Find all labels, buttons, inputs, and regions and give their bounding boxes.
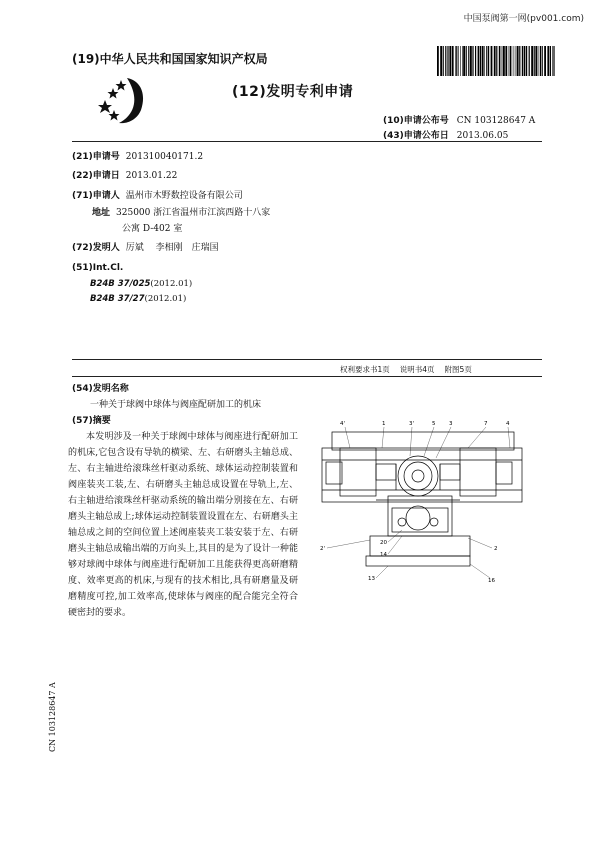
filing-date-row — [72, 168, 177, 181]
application-number: 201310040171.2 — [125, 152, 204, 162]
applicant-label: (71)申请人 — [72, 191, 120, 201]
part-label: 3' — [409, 421, 415, 427]
application-number-row — [72, 149, 203, 162]
publication-number-row — [383, 113, 535, 126]
drawings-pages: 附图5页 — [444, 365, 472, 374]
int-cl-label — [72, 263, 123, 273]
part-label: 1 — [382, 421, 386, 427]
applicant-row — [72, 188, 243, 201]
ipc-year: (2012.01) — [144, 294, 187, 304]
part-label: 16 — [488, 578, 495, 584]
side-publication-number: CN 103128647 A — [48, 682, 57, 752]
part-label: 2' — [320, 546, 326, 552]
filing-date: 2013.01.22 — [125, 171, 178, 181]
abstract-label: (57)摘要 — [72, 416, 111, 426]
publication-date-label: (43)申请公布日 — [383, 131, 449, 141]
inventors-row — [72, 240, 219, 253]
address-line1: 325000 浙江省温州市江滨西路十八家 — [116, 208, 271, 218]
part-label: 2 — [494, 546, 498, 552]
site-watermark: 中国泵阀第一网(pv001.com) — [463, 14, 584, 24]
inventors-names: 厉斌 李相刚 庄瑞国 — [125, 243, 219, 253]
description-pages: 说明书4页 — [399, 365, 435, 374]
applicant-name: 温州市木野数控设备有限公司 — [125, 191, 243, 201]
publication-date: 2013.06.05 — [456, 131, 509, 141]
invention-title-label: (54)发明名称 — [72, 384, 129, 394]
ipc-code: B24B 37/27 — [90, 294, 145, 304]
part-label: 7 — [484, 421, 488, 427]
claims-pages: 权利要求书1页 — [340, 365, 390, 374]
page-count-summary — [340, 364, 482, 375]
issuing-office: (19)中华人民共和国国家知识产权局 — [72, 52, 268, 66]
part-label: 4' — [340, 421, 346, 427]
application-number-label: (21)申请号 — [72, 152, 120, 162]
abstract-label-row — [72, 413, 111, 426]
abstract-text: 本发明涉及一种关于球阀中球体与阀座进行配研加工的机床,它包含设有导轨的横梁、左、右研磨头主轴总成、左、右主轴进给滚珠丝杆驱动系统、球体运动控制装置和阀座装夹工装,左、右研磨头主轴总成设置在导轨上,左、右主轴进给滚珠丝杆驱动系统的输出端分别接在左、右研磨头主轴总成上;球体运动控制装置设置在左、右研磨头主轴总成之间的空间位置上述阀座装夹工装安装于左、右研磨头主轴总成输出端的万向头上,其目的是为了设计一种能够对球阀中球体与阀座进行配研加工且能获得更高研磨精度、效率更高的机床,与现有的技术相比,具有研磨量及研磨精度可控,加工效率高,使球体与阀座的配合能完全符合硬密封的要求。 — [68, 432, 298, 618]
biblio-divider-bottom — [72, 376, 542, 377]
publication-number-label: (10)申请公布号 — [383, 116, 449, 126]
part-label: 13 — [368, 576, 375, 582]
publication-number: CN 103128647 A — [456, 116, 536, 126]
address-row — [92, 205, 270, 218]
sipo-emblem-logo — [97, 70, 153, 126]
publication-date-row — [383, 128, 508, 141]
barcode — [437, 46, 557, 76]
ipc-entry — [90, 294, 186, 304]
ipc-entry — [90, 279, 192, 289]
part-label: 4 — [506, 421, 510, 427]
ipc-year: (2012.01) — [150, 279, 193, 289]
ipc-code: B24B 37/025 — [90, 279, 151, 289]
invention-title-label-row — [72, 381, 129, 394]
address-line2: 公寓 D-402 室 — [122, 224, 183, 234]
filing-date-label: (22)申请日 — [72, 171, 120, 181]
invention-title: 一种关于球阀中球体与阀座配研加工的机床 — [90, 400, 262, 410]
header-divider — [72, 141, 542, 142]
part-label: 5 — [432, 421, 436, 427]
machine-drawing — [310, 418, 530, 588]
biblio-divider-top — [72, 359, 542, 360]
inventors-label: (72)发明人 — [72, 243, 120, 253]
address-label: 地址 — [92, 208, 111, 218]
part-label: 14 — [380, 552, 387, 558]
document-type-heading: (12)发明专利申请 — [232, 84, 354, 100]
part-label: 20 — [380, 540, 387, 546]
part-label: 3 — [449, 421, 453, 427]
int-cl-heading: (51)Int.Cl. — [72, 263, 124, 273]
